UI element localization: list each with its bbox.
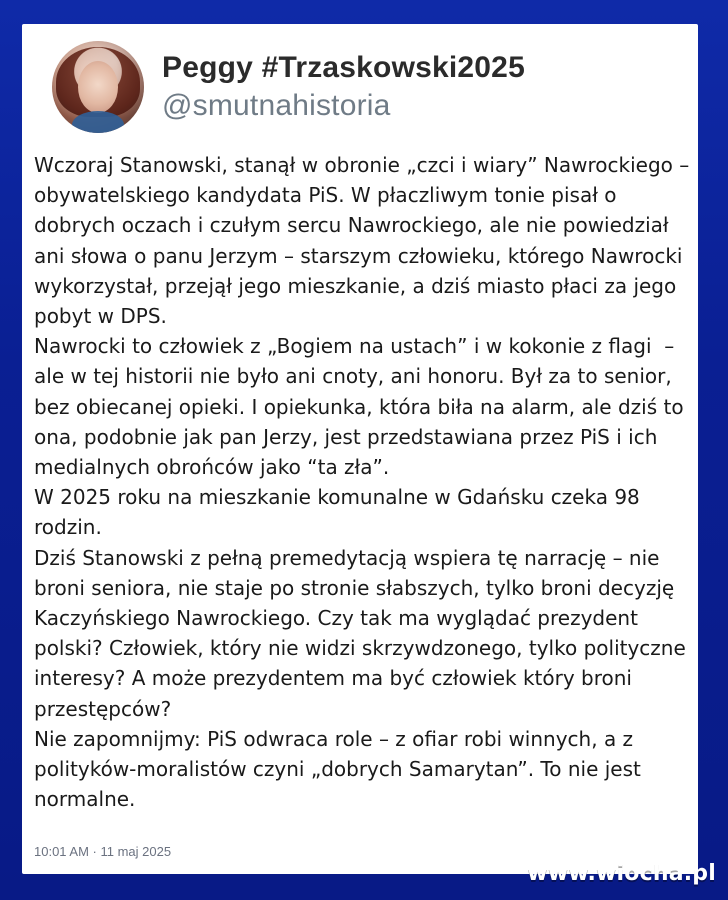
post-body [34,150,694,814]
post-paragraph-4: Dziś Stanowski z pełną premedytacją wspiera tę narrację – nie broni seniora, nie staje po stronie słabszych, tylko broni decyzję Kaczyńskiego Nawrockiego. Czy tak ma wyglądać prezydent polski? Człowiek, który nie widzi skrzywdzonego, tylko polityczne interesy? A może prezydentem ma być człowiek który broni przestępców? [34,545,693,721]
user-handle[interactable]: @smutnahistoria [162,88,391,122]
avatar-face-shape [78,61,118,113]
site-watermark: www.wiocha.pl [527,861,716,886]
user-meta [162,50,525,124]
avatar[interactable] [52,41,144,133]
post-paragraph-1: Wczoraj Stanowski, stanął w obronie „czci i wiary” Nawrockiego – obywatelskiego kandydata PiS. W płaczliwym tonie pisał o dobrych oczach i czułym sercu Nawrockiego, ale nie powiedział ani słowa o panu Jerzym – starszym człowieku, którego Nawrocki wykorzystał, przejął jego mieszkanie, a dziś miasto płaci za jego pobyt w DPS. [34,153,696,329]
post-paragraph-2: Nawrocki to człowiek z „Bogiem na ustach” i w kokonie z flagi – ale w tej historii nie było ani cnoty, ani honoru. Był za to senior, bez obiecanej opieki. I opiekunka, która biła na alarm, ale dziś to ona, podobnie jak pan Jerzy, jest przedstawiana przez PiS i ich medialnych obrońców jako “ta zła”. [34,334,690,480]
display-name[interactable]: Peggy #Trzaskowski2025 [162,50,525,84]
post-paragraph-5: Nie zapomnijmy: PiS odwraca role – z ofiar robi winnych, a z polityków-moralistów czyni „dobrych Samarytan”. To nie jest normalne. [34,726,648,812]
tweet-card [22,24,698,874]
post-paragraph-3: W 2025 roku na mieszkanie komunalne w Gdańsku czeka 98 rodzin. [34,485,647,540]
post-header [52,39,525,134]
post-timestamp[interactable]: 10:01 AM · 11 maj 2025 [34,844,172,859]
